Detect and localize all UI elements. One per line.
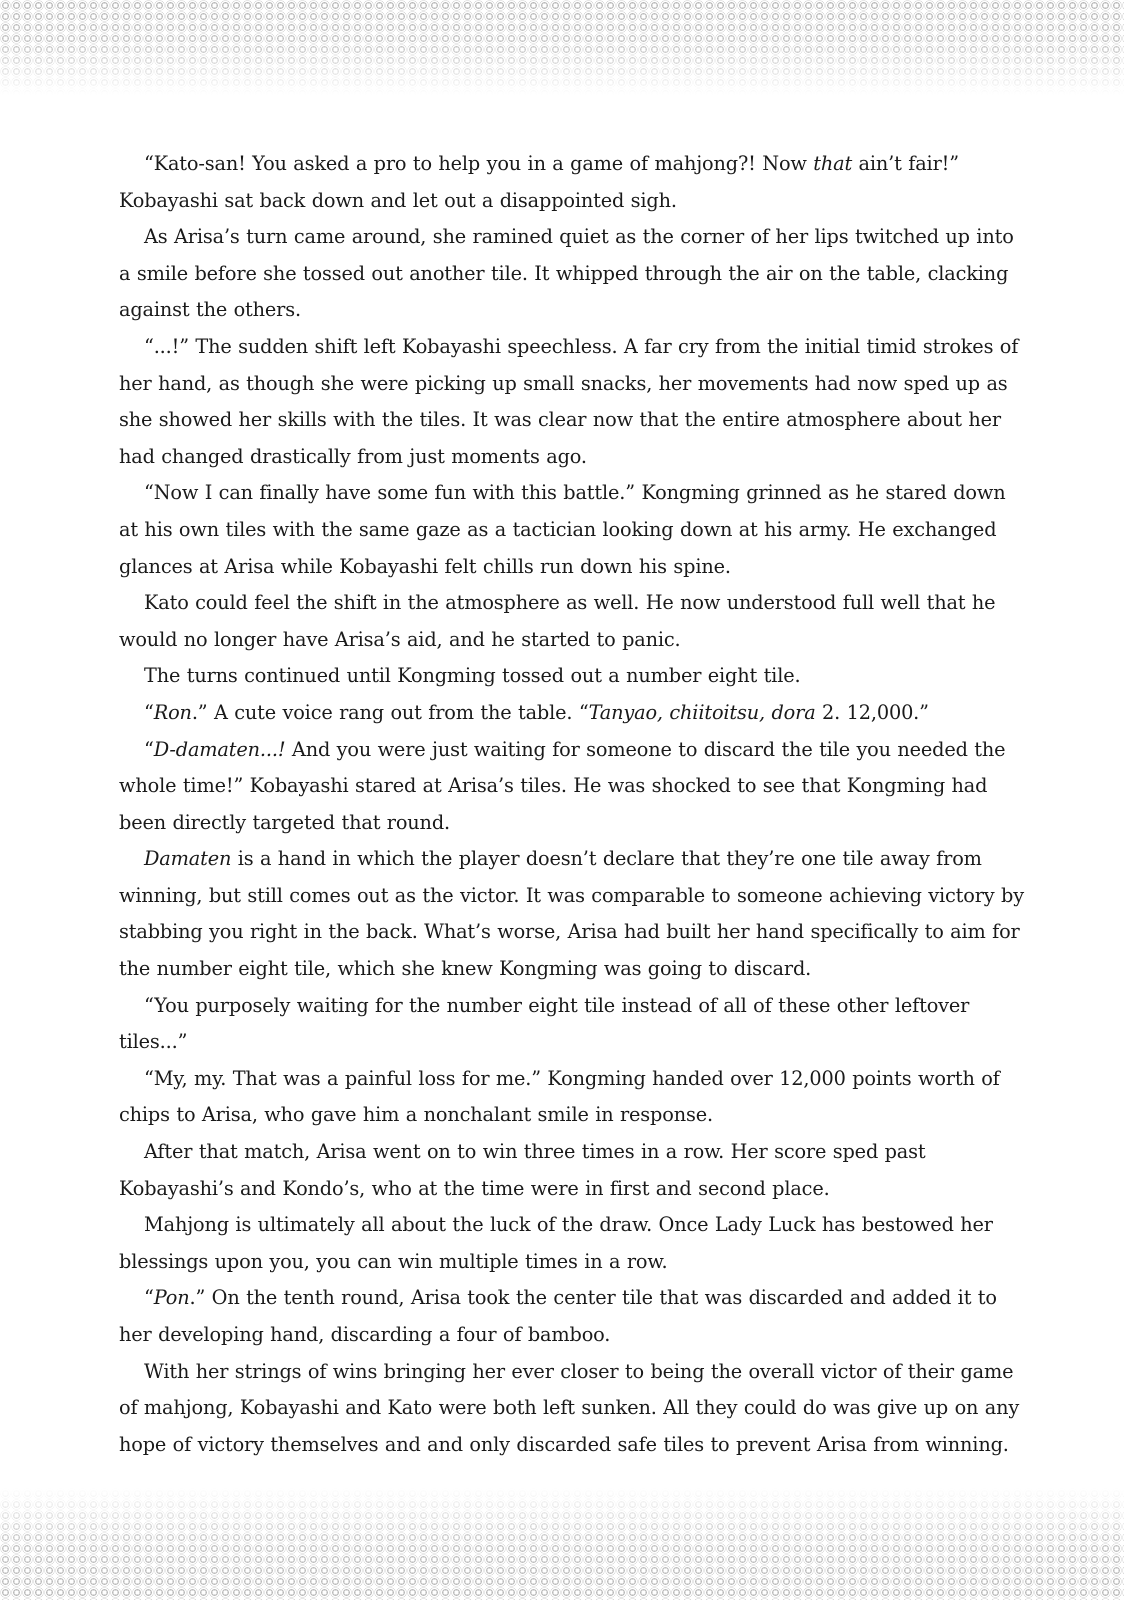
paragraph: The turns continued until Kongming tossed out a number eight tile. (144, 664, 801, 688)
paragraph: “Kato-san! You asked a pro to help you in a game of mahjong?! Now that ain’t fair!” Kobayashi sat back down and let out a disappointed sigh. (119, 152, 959, 212)
paragraph: “You purposely waiting for the number eight tile instead of all of these other leftover tiles...” (119, 993, 970, 1054)
paragraph: After that match, Arisa went on to win three times in a row. Her score sped past Kobayashi’s and Kondo’s, who at the time were in first and second place. (119, 1140, 926, 1200)
paragraph: “...!” The sudden shift left Kobayashi speechless. A far cry from the initial timid strokes of her hand, as though she were picking up small snacks, her movements had now sped up as she showed her skills with the tiles. It was clear now that the entire atmosphere about her had changed drastically from just moments ago. (119, 334, 1019, 468)
paragraph: “Now I can finally have some fun with this battle.” Kongming grinned as he stared down at his own tiles with the same gaze as a tactician looking down at his army. He exchanged glances at Arisa while Kobayashi felt chills run down his spine. (119, 481, 1006, 578)
bottom-decorative-pattern (0, 1488, 1124, 1600)
paragraph: Damaten is a hand in which the player doesn’t declare that they’re one tile away from winning, but still comes out as the victor. It was comparable to someone achieving victory by stabbing you right in the back. What’s worse, Arisa had built her hand specifically to aim for the number eight tile, which she knew Kongming was going to discard. (119, 847, 1024, 981)
paragraph: Mahjong is ultimately all about the luck of the draw. Once Lady Luck has bestowed her blessings upon you, you can win multiple times in a row. (119, 1213, 993, 1273)
paragraph: With her strings of wins bringing her ever closer to being the overall victor of their game of mahjong, Kobayashi and Kato were both left sunken. All they could do was give up on any hope of victory themselves and and only discarded safe tiles to prevent Arisa from winning. (119, 1359, 1020, 1456)
body-text (119, 146, 1025, 1463)
top-decorative-pattern (0, 0, 1124, 95)
paragraph: Kato could feel the shift in the atmosphere as well. He now understood full well that he would no longer have Arisa’s aid, and he started to panic. (119, 591, 996, 651)
paragraph: “Pon.” On the tenth round, Arisa took the center tile that was discarded and added it to her developing hand, discarding a four of bamboo. (119, 1286, 997, 1346)
paragraph: “D-damaten...! And you were just waiting for someone to discard the tile you needed the whole time!” Kobayashi stared at Arisa’s tiles. He was shocked to see that Kongming had been directly targeted that round. (119, 737, 1006, 834)
paragraph: “Ron.” A cute voice rang out from the table. “Tanyao, chiitoitsu, dora 2. 12,000.” (144, 700, 929, 724)
paragraph: “My, my. That was a painful loss for me.” Kongming handed over 12,000 points worth of chips to Arisa, who gave him a nonchalant smile in response. (119, 1066, 1000, 1127)
paragraph: As Arisa’s turn came around, she ramined quiet as the corner of her lips twitched up into a smile before she tossed out another tile. It whipped through the air on the table, clacking against the others. (119, 225, 1014, 322)
